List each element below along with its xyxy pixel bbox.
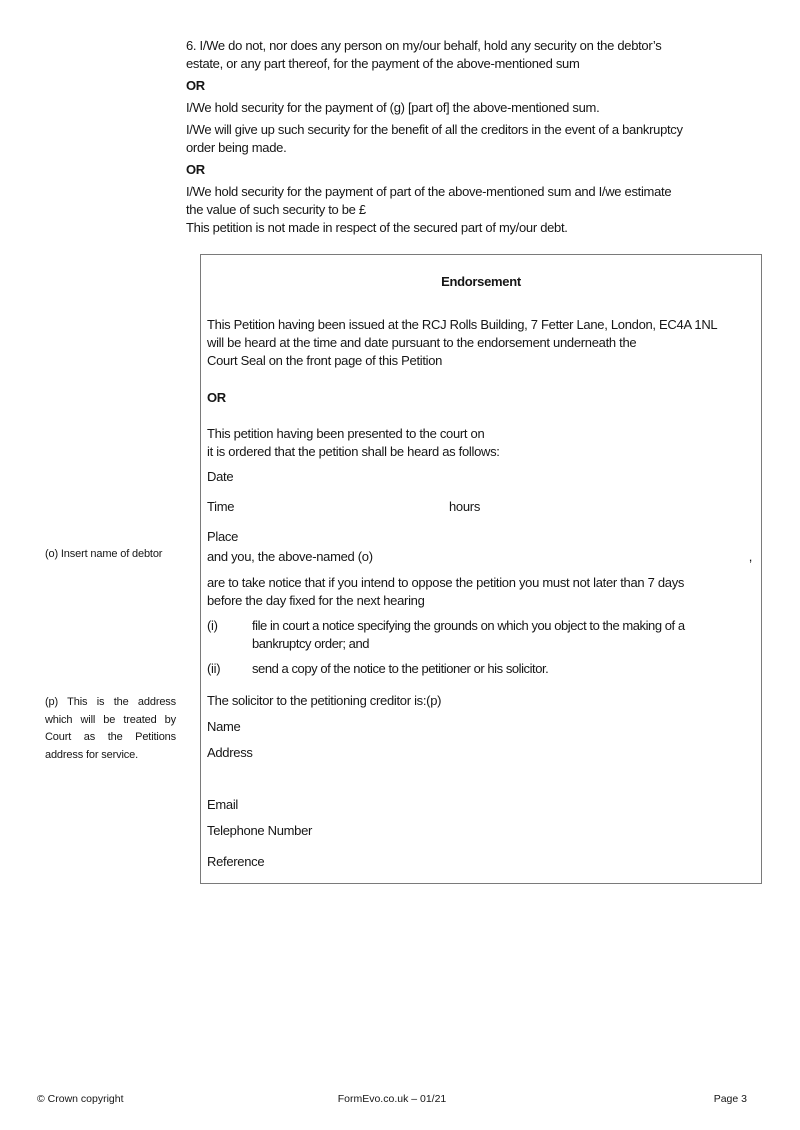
form-source-text: FormEvo.co.uk – 01/21 xyxy=(337,1093,447,1105)
crown-copyright-text: © Crown copyright xyxy=(37,1093,124,1105)
paragraph-line: are to take notice that if you intend to oppose the petition you must not later than 7 days xyxy=(207,575,685,590)
email-field-label: Email xyxy=(207,797,239,812)
paragraph-line: will be heard at the time and date pursuant to the endorsement underneath the xyxy=(207,335,637,350)
list-item-marker: (ii) xyxy=(207,661,221,676)
solicitor-statement: The solicitor to the petitioning creditor is:(p) xyxy=(207,693,442,708)
address-field-label: Address xyxy=(207,745,253,760)
or-separator: OR xyxy=(207,390,226,405)
or-separator: OR xyxy=(186,162,205,177)
date-field-label: Date xyxy=(207,469,234,484)
paragraph-line: bankruptcy order; and xyxy=(252,636,370,651)
hold-security-paragraph: I/We hold security for the payment of (g) [part of] the above-mentioned sum. xyxy=(186,100,600,115)
endorsement-box xyxy=(200,254,762,884)
petition-issued-paragraph xyxy=(207,316,717,370)
telephone-field-label: Telephone Number xyxy=(207,823,313,838)
notice-named-debtor-line xyxy=(207,548,752,566)
paragraph-line: I/We hold security for the payment of part of the above-mentioned sum and I/we estimate xyxy=(186,184,672,199)
page-footer xyxy=(37,1093,747,1107)
margin-note-o: (o) Insert name of debtor xyxy=(45,548,163,560)
paragraph-line: it is ordered that the petition shall be heard as follows: xyxy=(207,444,500,459)
list-item-ii xyxy=(207,660,548,678)
paragraph-line: order being made. xyxy=(186,140,287,155)
paragraph-line: This Petition having been issued at the RCJ Rolls Building, 7 Fetter Lane, London, EC4A 1NL xyxy=(207,317,718,332)
paragraph-line: before the day fixed for the next hearing xyxy=(207,593,425,608)
or-separator: OR xyxy=(186,78,205,93)
reference-field-label: Reference xyxy=(207,854,265,869)
list-item-i xyxy=(207,617,685,653)
page-number: Page 3 xyxy=(713,1093,747,1105)
list-item-marker: (i) xyxy=(207,618,218,633)
paragraph-line: This petition is not made in respect of the secured part of my/our debt. xyxy=(186,220,568,235)
list-item-text xyxy=(252,617,685,653)
petition-presented-paragraph xyxy=(207,425,500,461)
hours-label: hours xyxy=(449,499,481,514)
notice-line-comma: , xyxy=(748,549,752,564)
paragraph-line: send a copy of the notice to the petitioner or his solicitor. xyxy=(252,661,549,676)
time-field-label: Time xyxy=(207,499,235,514)
name-field-label: Name xyxy=(207,719,241,734)
list-item-text xyxy=(252,660,548,678)
place-field-label: Place xyxy=(207,529,239,544)
paragraph-line: This petition having been presented to the court on xyxy=(207,426,485,441)
time-field-row xyxy=(207,498,752,516)
notice-line-text: and you, the above-named (o) xyxy=(207,549,373,564)
paragraph-line: file in court a notice specifying the grounds on which you object to the making of a xyxy=(252,618,685,633)
paragraph-line: I/We will give up such security for the benefit of all the creditors in the event of a bankruptcy xyxy=(186,122,683,137)
section6-text-block xyxy=(186,33,768,241)
paragraph-line: 6. I/We do not, nor does any person on my/our behalf, hold any security on the debtor’s xyxy=(186,38,662,53)
endorsement-title: Endorsement xyxy=(441,274,521,289)
paragraph-line: Court Seal on the front page of this Petition xyxy=(207,353,443,368)
notice-paragraph xyxy=(207,574,684,610)
paragraph-line: estate, or any part thereof, for the payment of the above-mentioned sum xyxy=(186,56,580,71)
paragraph-line: the value of such security to be £ xyxy=(186,202,366,217)
margin-note-p: (p) This is the address which will be treated by Court as the Petitions address for service. xyxy=(45,696,176,761)
